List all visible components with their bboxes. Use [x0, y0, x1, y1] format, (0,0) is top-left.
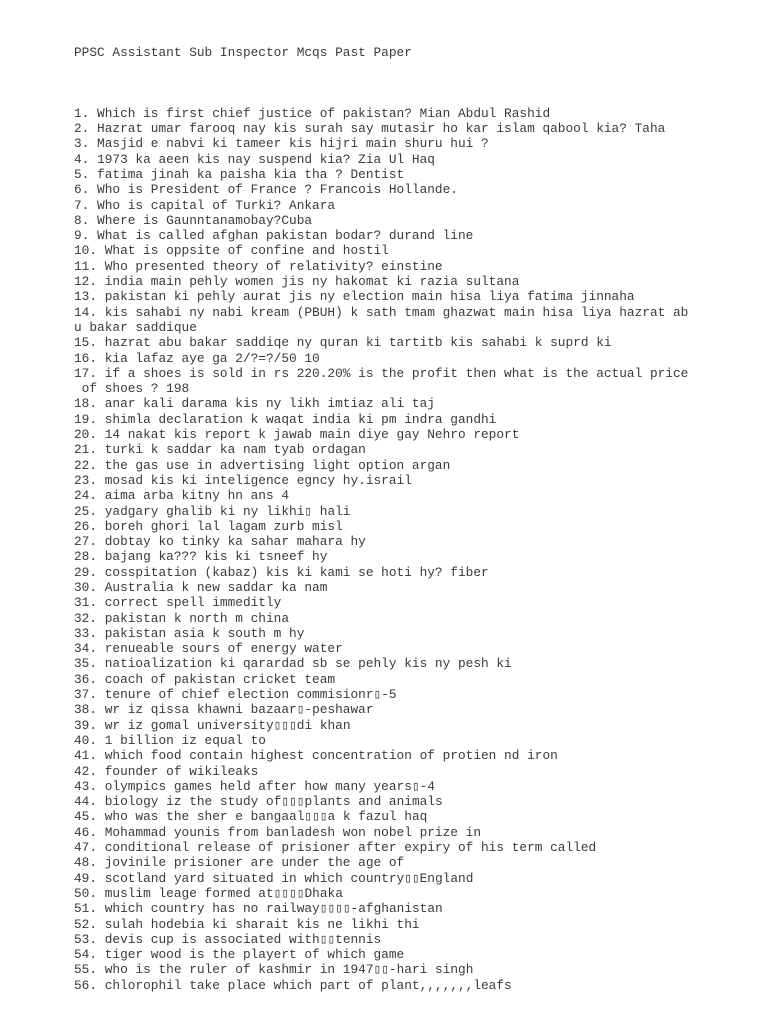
question-line: 41. which food contain highest concentration of protien nd iron — [74, 748, 558, 764]
question-line: 34. renueable sours of energy water — [74, 641, 343, 657]
question-line: 25. yadgary ghalib ki ny likhi▯ hali — [74, 503, 351, 519]
question-line: 50. muslim leage formed at▯▯▯▯Dhaka — [74, 885, 343, 901]
question-line: 19. shimla declaration k waqat india ki pm indra gandhi — [74, 411, 497, 427]
document-title: PPSC Assistant Sub Inspector Mcqs Past Paper — [74, 44, 412, 60]
question-line: 20. 14 nakat kis report k jawab main diye gay Nehro report — [74, 427, 520, 443]
question-line: 3. Masjid e nabvi ki tameer kis hijri main shuru hui ? — [74, 136, 489, 152]
question-line: 8. Where is Gaunntanamobay?Cuba — [74, 212, 313, 228]
question-line: 37. tenure of chief election commisionr▯-5 — [74, 687, 397, 703]
question-line: 16. kia lafaz aye ga 2/?=?/50 10 — [74, 350, 320, 366]
question-line: 56. chlorophil take place which part of plant,,,,,,,leafs — [74, 977, 512, 993]
question-line: 48. jovinile prisioner are under the age of — [74, 855, 405, 871]
question-line: u bakar saddique — [74, 319, 197, 335]
question-line: 55. who is the ruler of kashmir in 1947▯▯-hari singh — [74, 962, 474, 978]
question-line: 32. pakistan k north m china — [74, 610, 290, 626]
question-line: 10. What is oppsite of confine and hostil — [74, 243, 389, 259]
question-line: 26. boreh ghori lal lagam zurb misl — [74, 518, 343, 534]
question-line: 39. wr iz gomal university▯▯▯di khan — [74, 717, 351, 733]
question-line: 46. Mohammad younis from banladesh won nobel prize in — [74, 824, 482, 840]
question-line: 44. biology iz the study of▯▯▯plants and animals — [74, 794, 443, 810]
document-body — [74, 14, 754, 1024]
question-line: 6. Who is President of France ? Francois Hollande. — [74, 182, 458, 198]
question-line: 30. Australia k new saddar ka nam — [74, 579, 328, 595]
question-line: 29. cosspitation (kabaz) kis ki kami se hoti hy? fiber — [74, 564, 489, 580]
question-line: 33. pakistan asia k south m hy — [74, 625, 305, 641]
question-line: 11. Who presented theory of relativity? einstine — [74, 258, 443, 274]
question-line: 35. natioalization ki qarardad sb se pehly kis ny pesh ki — [74, 656, 512, 672]
question-line: 54. tiger wood is the playert of which game — [74, 947, 405, 963]
question-line: 28. bajang ka??? kis ki tsneef hy — [74, 549, 328, 565]
question-line: of shoes ? 198 — [74, 381, 190, 397]
question-line: 14. kis sahabi ny nabi kream (PBUH) k sath tmam ghazwat main hisa liya hazrat ab — [74, 304, 689, 320]
question-line: 49. scotland yard situated in which country▯▯England — [74, 870, 474, 886]
question-line: 40. 1 billion iz equal to — [74, 732, 266, 748]
question-line: 7. Who is capital of Turki? Ankara — [74, 197, 336, 213]
question-line: 15. hazrat abu bakar saddiqe ny quran ki tartitb kis sahabi k suprd ki — [74, 335, 612, 351]
question-line: 47. conditional release of prisioner after expiry of his term called — [74, 840, 597, 856]
question-line: 12. india main pehly women jis ny hakomat ki razia sultana — [74, 274, 520, 290]
question-line: 38. wr iz qissa khawni bazaar▯-peshawar — [74, 702, 374, 718]
question-line: 13. pakistan ki pehly aurat jis ny election main hisa liya fatima jinnaha — [74, 289, 635, 305]
question-line: 42. founder of wikileaks — [74, 763, 259, 779]
question-line: 24. aima arba kitny hn ans 4 — [74, 488, 290, 504]
question-line: 9. What is called afghan pakistan bodar? durand line — [74, 228, 474, 244]
question-line: 2. Hazrat umar farooq nay kis surah say mutasir ho kar islam qabool kia? Taha — [74, 121, 666, 137]
question-line: 21. turki k saddar ka nam tyab ordagan — [74, 442, 366, 458]
question-line: 5. fatima jinah ka paisha kia tha ? Dentist — [74, 166, 405, 182]
question-line: 52. sulah hodebia ki sharait kis ne likhi thi — [74, 916, 420, 932]
question-line: 4. 1973 ka aeen kis nay suspend kia? Zia Ul Haq — [74, 151, 435, 167]
question-line: 36. coach of pakistan cricket team — [74, 671, 336, 687]
question-line: 31. correct spell immeditly — [74, 595, 282, 611]
question-line: 43. olympics games held after how many years▯-4 — [74, 778, 435, 794]
question-line: 23. mosad kis ki inteligence egncy hy.israil — [74, 472, 412, 488]
question-line: 53. devis cup is associated with▯▯tennis — [74, 931, 382, 947]
question-line: 51. which country has no railway▯▯▯▯-afghanistan — [74, 901, 443, 917]
question-list — [74, 106, 754, 993]
question-line: 45. who was the sher e bangaal▯▯▯a k fazul haq — [74, 809, 428, 825]
question-line: 18. anar kali darama kis ny likh imtiaz ali taj — [74, 396, 435, 412]
question-line: 27. dobtay ko tinky ka sahar mahara hy — [74, 534, 366, 550]
question-line: 1. Which is first chief justice of pakistan? Mian Abdul Rashid — [74, 105, 551, 121]
question-line: 17. if a shoes is sold in rs 220.20% is the profit then what is the actual price — [74, 365, 689, 381]
question-line: 22. the gas use in advertising light option argan — [74, 457, 451, 473]
